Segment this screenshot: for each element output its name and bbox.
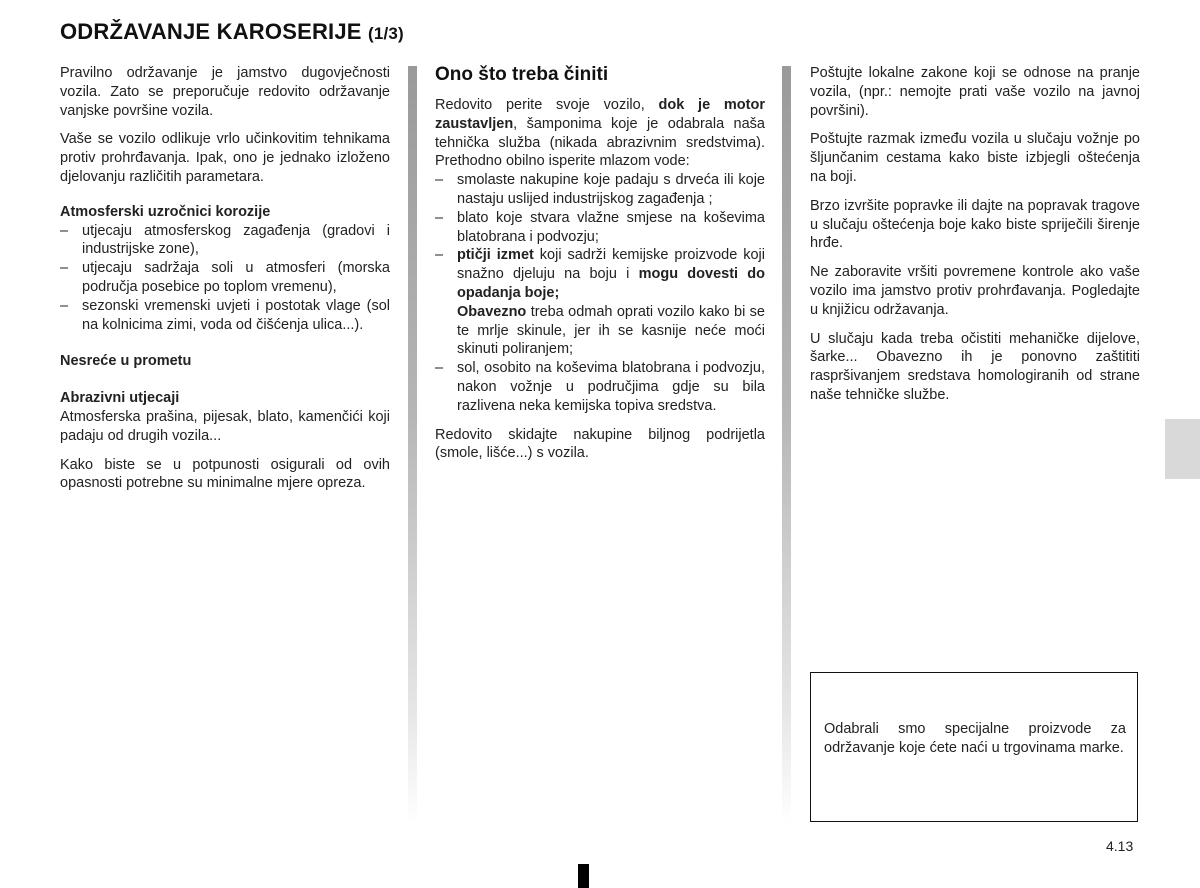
list-item-bird-droppings [435, 246, 765, 359]
page-title-suffix: (1/3) [367, 24, 404, 43]
column-right [810, 64, 1140, 415]
section-heading-abrasive: Abrazivni utjecaji [60, 390, 180, 407]
wash-paragraph [435, 96, 765, 171]
atmospheric-list [60, 222, 390, 335]
list-item: – utjecaju sadržaja soli u atmosferi (morska područja posebice po toplom vremenu), [60, 259, 390, 297]
text-run-bold: mogu dovesti do opadanja boje; [457, 266, 765, 301]
list-item: – sol, osobito na koševima blatobrana i podvozju, nakon vožnje u područjima gdje su bila razlivena neka kemijska topiva sredstva. [435, 359, 765, 415]
section-heading-accidents: Nesreće u prometu [60, 353, 192, 370]
page-title-text: ODRŽAVANJE KAROSERIJE [60, 19, 362, 44]
abrasive-paragraph: Atmosferska prašina, pijesak, blato, kamenčići koji padaju od drugih vozila... [60, 408, 390, 444]
closing-paragraph: Redovito skidajte nakupine biljnog podrijetla (smole, lišće...) s vozila. [435, 426, 765, 462]
spacer [60, 371, 390, 389]
intro-paragraph-2: Vaše se vozilo odlikuje vrlo učinkovitim tehnikama protiv prohrđavanja. Ipak, ono je jednako izloženo djelovanju različitih parametara. [60, 131, 390, 185]
paragraph: Ne zaboravite vršiti povremene kontrole ako vaše vozilo ima jamstvo protiv prohrđavanja. Pogledajte u knjižicu održavanja. [810, 264, 1140, 318]
column-left [60, 64, 390, 503]
section-heading-atmospheric: Atmosferski uzročnici korozije [60, 203, 271, 220]
print-mark [578, 864, 589, 888]
column-middle [435, 64, 765, 473]
text-run-bold: dok je motor zaustavljen [435, 97, 765, 132]
paragraph: U slučaju kada treba očistiti mehaničke dijelove, šarke... Obavezno ih je ponovno zaštititi raspršivanjem sredstava homologiranih od strane naše tehničke službe. [810, 330, 1140, 403]
page-title [60, 19, 404, 45]
text-run-bold: Obavezno [457, 303, 527, 320]
spacer [60, 344, 390, 352]
list-item: – smolaste nakupine koje padaju s drveća ili koje nastaju uslijed industrijskog zagađenja ; [435, 171, 765, 209]
notice-text: Odabrali smo specijalne proizvode za održavanje koje ćete naći u trgovinama marke. [824, 721, 1126, 756]
text-run: Redovito perite svoje vozilo, [435, 97, 659, 113]
rinse-list [435, 171, 765, 415]
column-divider-bar [782, 66, 791, 824]
paragraph: Poštujte razmak između vozila u slučaju vožnje po šljunčanim cestama kako biste izbjegli oštećenja na boji. [810, 131, 1140, 185]
paragraph: Poštujte lokalne zakone koji se odnose na pranje vozila, (npr.: nemojte prati vaše vozilo na javnoj površini). [810, 65, 1140, 119]
text-run: treba odmah oprati vozilo kako bi se te mrlje skinule, jer ih se kasnije neće moći skinuti poliranjem; [457, 303, 765, 358]
text-run: koji sadrži kemijske proizvode koji snažno djeluju na boju i [457, 247, 765, 283]
chapter-tab-marker [1165, 419, 1200, 479]
page-number: 4.13 [1106, 838, 1134, 854]
list-item: – sezonski vremenski uvjeti i postotak vlage (sol na kolnicima zimi, voda od čišćenja ulica...). [60, 297, 390, 335]
closing-paragraph: Kako biste se u potpunosti osigurali od ovih opasnosti potrebne su minimalne mjere opreza. [60, 456, 390, 492]
intro-paragraph-1: Pravilno održavanje je jamstvo dugovječnosti vozila. Zato se preporučuje redovito održavanje vanjske površine vozila. [60, 65, 390, 119]
text-run-bold: ptičji izmet [457, 247, 534, 264]
notice-box [810, 672, 1138, 822]
list-item: – blato koje stvara vlažne smjese na koševima blatobrana i podvozju; [435, 209, 765, 247]
section-heading-what-to-do: Ono što treba činiti [435, 64, 609, 85]
paragraph: Brzo izvršite popravke ili dajte na popravak tragove u slučaju oštećenja boje kako biste spriječili širenje hrđe. [810, 197, 1140, 252]
text-run: , šamponima koje je odabrala naša tehnička služba (nikada abrazivnim sredstvima). Prethodno obilno isperite mlazom vode: [435, 115, 765, 170]
list-item: – utjecaju atmosferskog zagađenja (gradovi i industrijske zone), [60, 222, 390, 260]
column-divider-bar [408, 66, 417, 824]
